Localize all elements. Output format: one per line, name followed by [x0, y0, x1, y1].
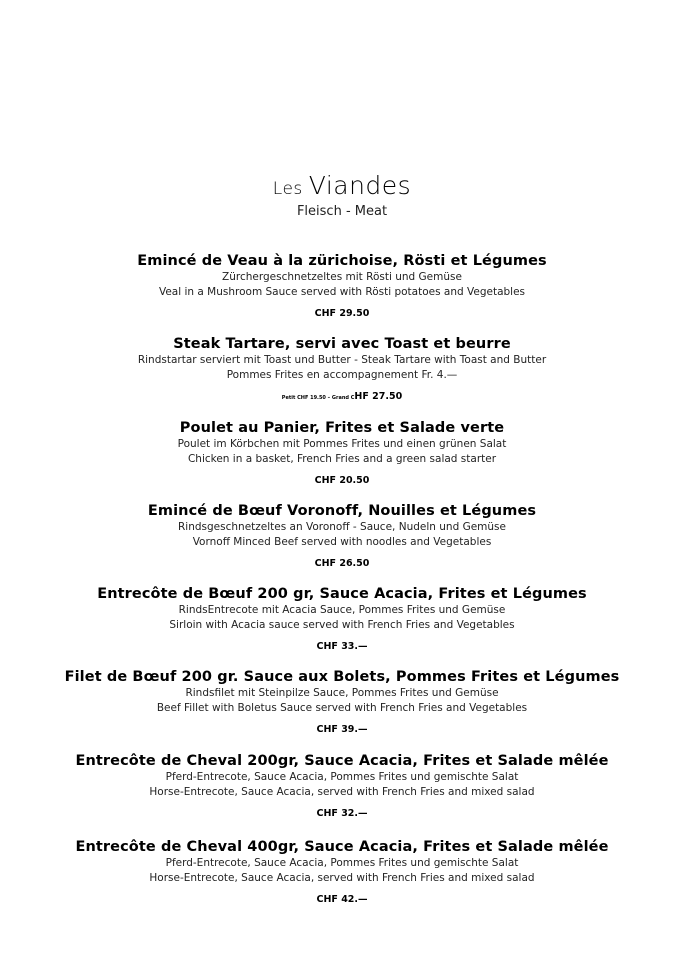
- dish-description-de: Poulet im Körbchen mit Pommes Frites und einen grünen Salat: [177, 438, 507, 450]
- dish-description-de: Rindsfilet mit Steinpilze Sauce, Pommes Frites und Gemüse: [185, 687, 499, 699]
- dish-price-grand: HF 27.50: [354, 391, 403, 402]
- menu-item: [0, 502, 684, 570]
- menu-item: [0, 585, 684, 653]
- dish-description-en: Horse-Entrecote, Sauce Acacia, served with French Fries and mixed salad: [149, 786, 535, 798]
- dish-price: CHF 29.50: [314, 308, 370, 319]
- menu-item: [0, 419, 684, 487]
- dish-name: Poulet au Panier, Frites et Salade verte: [179, 420, 505, 436]
- menu-item: [0, 335, 684, 404]
- dish-name: Emincé de Bœuf Voronoff, Nouilles et Légumes: [147, 503, 537, 519]
- dish-description-en: Sirloin with Acacia sauce served with French Fries and Vegetables: [169, 619, 515, 631]
- dish-name: Entrecôte de Cheval 200gr, Sauce Acacia, Frites et Salade mêlée: [75, 753, 609, 769]
- menu-item: [0, 668, 684, 736]
- dish-description-de: Rindstartar serviert mit Toast und Butter - Steak Tartare with Toast and Butter: [137, 354, 547, 366]
- dish-description-de: Zürchergeschnetzeltes mit Rösti und Gemüse: [222, 271, 462, 283]
- dish-price: CHF 20.50: [314, 475, 370, 486]
- dish-price: CHF 42.—: [316, 894, 368, 905]
- menu-item: [0, 752, 684, 820]
- dish-price: CHF 33.—: [316, 641, 368, 652]
- dish-name: Filet de Bœuf 200 gr. Sauce aux Bolets, Pommes Frites et Légumes: [64, 669, 620, 685]
- dish-description-en: Veal in a Mushroom Sauce served with Rösti potatoes and Vegetables: [158, 286, 526, 298]
- section-subtitle: Fleisch - Meat: [296, 204, 388, 219]
- dish-price: CHF 32.—: [316, 808, 368, 819]
- menu-item: [0, 838, 684, 906]
- dish-description-de: Rindsgeschnetzeltes an Voronoff - Sauce, Nudeln und Gemüse: [178, 521, 506, 533]
- dish-description-fr: Pommes Frites en accompagnement Fr. 4.—: [226, 369, 458, 381]
- dish-description-en: Horse-Entrecote, Sauce Acacia, served with French Fries and mixed salad: [149, 872, 535, 884]
- title-main: Viandes: [308, 171, 412, 200]
- dish-description-en: Vornoff Minced Beef served with noodles and Vegetables: [192, 536, 492, 548]
- dish-name: Steak Tartare, servi avec Toast et beurre: [173, 336, 511, 352]
- dish-price: CHF 39.—: [316, 724, 368, 735]
- dish-description-de: RindsEntrecote mit Acacia Sauce, Pommes Frites und Gemüse: [178, 604, 506, 616]
- section-title: [0, 173, 684, 198]
- title-prefix: Les: [272, 179, 303, 199]
- dish-name: Entrecôte de Cheval 400gr, Sauce Acacia, Frites et Salade mêlée: [75, 839, 609, 855]
- dish-description-en: Chicken in a basket, French Fries and a green salad starter: [187, 453, 497, 465]
- menu-item: [0, 252, 684, 320]
- dish-description-de: Pferd-Entrecote, Sauce Acacia, Pommes Frites und gemischte Salat: [165, 857, 519, 869]
- dish-name: Entrecôte de Bœuf 200 gr, Sauce Acacia, Frites et Légumes: [97, 586, 587, 602]
- dish-description-en: Beef Fillet with Boletus Sauce served with French Fries and Vegetables: [156, 702, 528, 714]
- dish-price-petit: Petit CHF 19.50 – Grand C: [281, 395, 355, 401]
- dish-name: Emincé de Veau à la zürichoise, Rösti et Légumes: [137, 253, 547, 269]
- dish-price: CHF 26.50: [314, 558, 370, 569]
- dish-price: [0, 391, 684, 404]
- menu-header: [0, 173, 684, 219]
- dish-description-de: Pferd-Entrecote, Sauce Acacia, Pommes Frites und gemischte Salat: [165, 771, 519, 783]
